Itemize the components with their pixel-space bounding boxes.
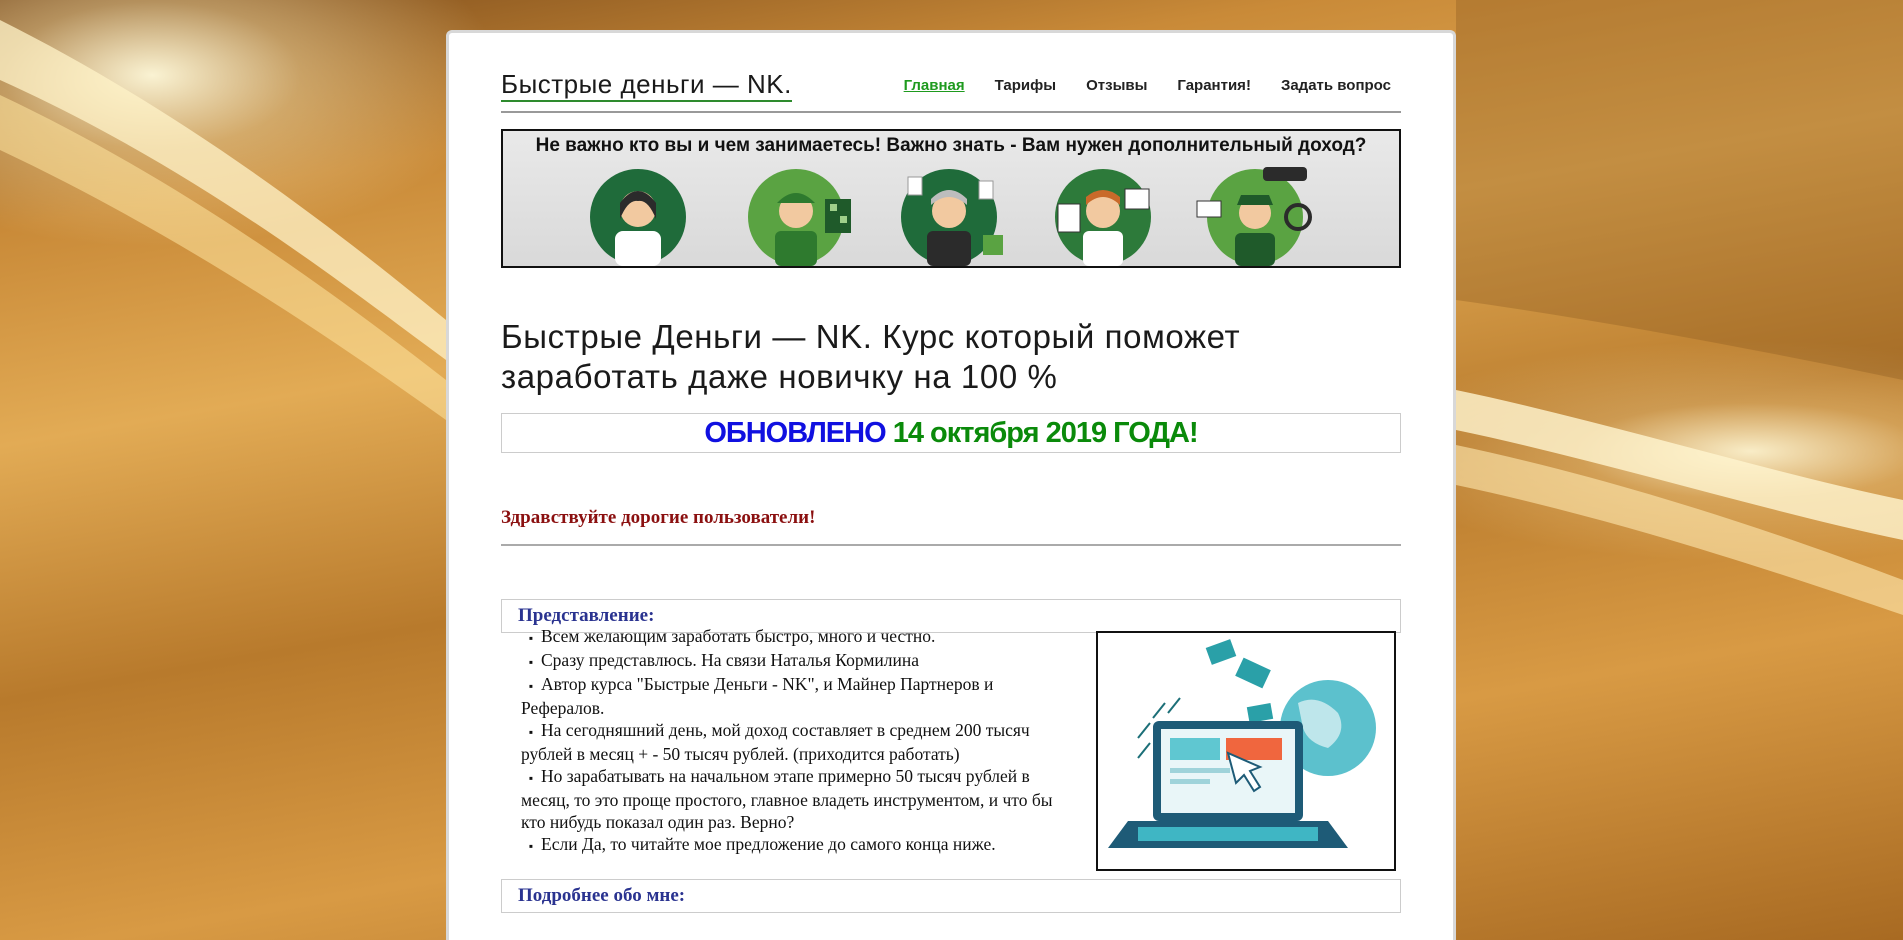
main-nav (904, 77, 1391, 94)
site-title-link[interactable]: Быстрые деньги — NK. (501, 69, 792, 102)
updated-date: 14 октября 2019 ГОДА! (892, 417, 1198, 449)
site-header (501, 33, 1401, 113)
banner-headline: Не важно кто вы и чем занимаетесь! Важно знать - Вам нужен дополнительный доход? (535, 135, 1367, 156)
page-title: Быстрые Деньги — NK. Курс который поможет заработать даже новичку на 100 % (501, 318, 1241, 395)
laptop-money-illustration (1096, 631, 1396, 871)
nav-item-ask-question[interactable]: Задать вопрос (1280, 77, 1391, 94)
professions-illustration-icon (503, 159, 1399, 266)
nav-item-guarantee[interactable]: Гарантия! (1177, 77, 1251, 94)
list-item: ▪ На сегодняшний день, мой доход составляет в среднем 200 тысяч рублей в месяц + - 50 тысяч рублей. (приходится работать) (521, 719, 1081, 765)
intro-list (521, 625, 1081, 857)
professions-banner (501, 129, 1401, 268)
list-item: ▪ Всем желающим заработать быстро, много и честно. (521, 625, 1081, 649)
updated-word: ОБНОВЛЕНО (704, 417, 886, 449)
list-item: ▪ Сразу представлюсь. На связи Наталья Кормилина (521, 649, 1081, 673)
list-item: ▪ Автор курса "Быстрые Деньги - NK", и Майнер Партнеров и Рефералов. (521, 673, 1081, 719)
section-about-title: Подробнее обо мне: (501, 879, 1401, 913)
divider (501, 544, 1401, 546)
laptop-click-icon (1098, 633, 1394, 869)
page-container (446, 30, 1456, 940)
nav-item-tariffs[interactable]: Тарифы (994, 77, 1057, 94)
section-intro-title: Представление: (501, 599, 1401, 633)
list-item: ▪ Но зарабатывать на начальном этапе примерно 50 тысяч рублей в месяц, то это проще простого, главное владеть инструментом, и что бы кто нибудь показал один раз. Верно? (521, 765, 1081, 833)
list-item: ▪ Если Да, то читайте мое предложение до самого конца ниже. (521, 833, 1081, 857)
updated-notice (501, 413, 1401, 453)
nav-item-reviews[interactable]: Отзывы (1086, 77, 1148, 94)
nav-item-home[interactable]: Главная (903, 77, 965, 94)
greeting-text: Здравствуйте дорогие пользователи! (501, 507, 816, 528)
